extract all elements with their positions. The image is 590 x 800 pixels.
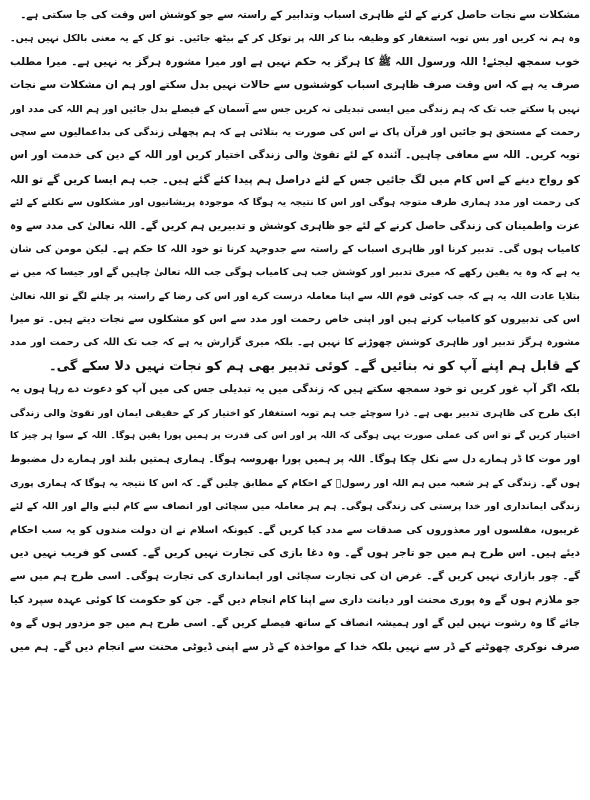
text-line: جائے گا وہ رشوت نہیں لیں گے اور ہمیشہ انصاف کے ساتھ فیصلے کریں گے۔ اسی طرح ہم میں جو مزدور ہوں گے وہ xyxy=(10,618,580,630)
text-line: عزت واطمینان کی زندگی حاصل کرنے کے لئے جو ظاہری کوشش و تدبیریں ہم کریں گے۔ اللہ تعالیٰ کی مدد سے وہ xyxy=(10,219,580,232)
text-line: کی رحمت اور مدد ہماری طرف متوجہ ہوگی اور اس کا نتیجہ یہ ہوگا کہ موجودہ پریشانیوں اور مشکلوں سے نکلنے کے لئے xyxy=(10,197,580,209)
text-line: جو ملازم ہوں گے وہ پوری محنت اور دیانت داری سے اپنا کام انجام دیں گے۔ جن کو حکومت کا کوئی عہدہ سپرد کیا xyxy=(10,593,580,606)
text-line: دیئے ہیں۔ اس طرح ہم میں جو تاجر ہوں گے۔ وہ دغا بازی کی تجارت نہیں کریں گے۔ کسی کو فریب نہیں دیں xyxy=(10,546,580,559)
text-line: رحمت کے مستحق ہو جائیں اور قرآن پاک نے اس کی صورت یہ بتلائی ہے کہ ہم پچھلی زندگی کی بداعمالیوں سے سچی xyxy=(10,126,580,138)
text-line: بلکہ اگر آپ غور کریں تو خود سمجھ سکتے ہیں کہ زندگی میں یہ تبدیلی جس کی میں آپ کو دعوت دے رہا ہوں یہ xyxy=(10,383,580,396)
text-line: صرف یہ ہے کہ اس وقت صرف ظاہری اسباب کوششوں سے حالات نہیں بدل سکتے اور ہم ان مشکلات سے نجات xyxy=(10,79,580,92)
text-line: وہ ہم نہ کریں اور بس توبہ استغفار کو وظیفہ بنا کر اللہ پر توکل کر کے بیٹھ جائیں۔ تو کل کے یہ معنی بالکل نہیں ہیں۔ xyxy=(10,33,580,45)
text-line: ہوں گے۔ زندگی کے ہر شعبہ میں ہم اللہ اور رسولؐ کے احکام کے مطابق چلیں گے۔ کہ اس کا نتیجہ یہ ہوگا کہ ہماری پوری xyxy=(10,477,580,489)
text-line: خوب سمجھ لیجئے! اللہ ورسول اللہ ﷺ کا ہرگز یہ حکم نہیں ہے اور میرا مشورہ ہرگز یہ نہیں ہے۔ میرا مطلب xyxy=(10,55,580,68)
text-line: یہ ہے کہ وہ یہ یقین رکھے کہ میری تدبیر اور کوشش جب ہی کامیاب ہوگی جب اللہ تعالیٰ چاہیں گے اور جیسا کہ میں نے xyxy=(10,267,580,279)
text-line: اختیار کریں گے تو اس کی عملی صورت یہی ہوگی کہ اللہ پر اور اس کی قدرت پر ہمیں پورا یقین ہوگا۔ اللہ کے سوا ہر چیز کا xyxy=(10,431,580,442)
text-line: گے۔ چور بازاری نہیں کریں گے۔ غرض ان کی تجارت سچائی اور ایمانداری کی تجارت ہوگی۔ اسی طرح ہم میں سے xyxy=(10,571,580,583)
text-line: کے قابل ہم اپنے آپ کو نہ بنائیں گے۔ کوئی تدبیر بھی ہم کو نجات نہیں دلا سکے گی۔ xyxy=(49,358,580,374)
text-line: توبہ کریں۔ اللہ سے معافی چاہیں۔ آئندہ کے لئے تقویٰ والی زندگی اختیار کریں اور اللہ کے دین کی خدمت اور اس xyxy=(10,149,580,162)
text-line: بتلایا عادت اللہ یہ ہے کہ جب کوئی قوم اللہ سے اپنا معاملہ درست کرے اور اس کی رضا کے راستہ پر چلنے لگے تو اللہ تعالیٰ xyxy=(10,290,580,302)
text-line: نہیں پا سکتے جب تک کہ ہم زندگی میں ایسی تبدیلی نہ کریں جس سے آسمان کے فیصلے بدل جائیں اور ہم اللہ کی مدد اور xyxy=(10,103,580,115)
text-line: غریبوں، مفلسوں اور معذوروں کی صدقات سے مدد کیا کریں گے۔ کیونکہ اسلام نے ان دولت مندوں کو یہ سب احکام xyxy=(10,524,580,536)
text-line: مشکلات سے نجات حاصل کرنے کے لئے ظاہری اسباب وتدابیر کے راستہ سے جو کوشش اس وقت کی جا سکتی ہے۔ xyxy=(20,9,580,21)
text-line: زندگی ایمانداری اور خدا پرستی کی زندگی ہوگی۔ ہم ہر معاملہ میں سچائی اور انصاف سے کام لینے والے اور اللہ کے لئے xyxy=(10,501,580,513)
text-line: صرف نوکری چھوٹنے کے ڈر سے نہیں بلکہ خدا کے مواخذہ کے ڈر سے اپنی ڈیوٹی محنت سے انجام دیں گے۔ ہم میں xyxy=(10,640,580,653)
text-line: کامیاب ہوں گی۔ تدبیر کرنا اور ظاہری اسباب کے راستہ سے جدوجہد کرنا تو خود اللہ کا حکم ہے۔ لیکن مومن کی شان xyxy=(10,243,580,255)
text-line: اس کی تدبیروں کو کامیاب کرتے ہیں اور اپنی خاص رحمت اور مدد سے اس کو مشکلوں سے نجات دیتے ہیں۔ تو میرا xyxy=(10,314,580,326)
text-line: اور موت کا ڈر ہمارے دل سے نکل چکا ہوگا۔ اللہ پر ہمیں پورا بھروسہ ہوگا۔ ہماری ہمتیں بلند اور ہمارے دل مضبوط xyxy=(10,454,580,466)
text-line: ایک طرح کی ظاہری تدبیر بھی ہے۔ ذرا سوچئے جب ہم توبہ استغفار کو اختیار کر کے حقیقی ایمان اور تقویٰ والی زندگی xyxy=(10,407,580,419)
text-line: مشورہ ہرگز تدبیر اور ظاہری کوشش چھوڑنے کا نہیں ہے۔ بلکہ میری گزارش یہ ہے کہ جب تک اللہ کی رحمت اور مدد xyxy=(10,337,580,349)
text-line: کو رواج دینے کے اس کام میں لگ جائیں جس کے لئے دراصل ہم پیدا کئے گئے ہیں۔ جب ہم ایسا کریں گے تو اللہ xyxy=(10,172,580,186)
